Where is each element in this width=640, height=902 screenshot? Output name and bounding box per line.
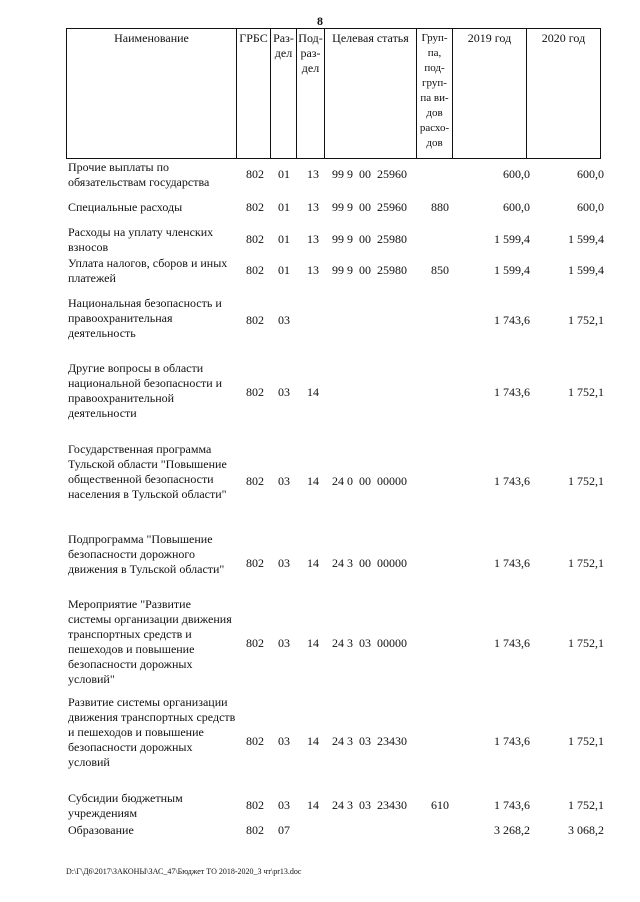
row-grbs: 802 — [246, 263, 264, 277]
row-value-2020: 600,0 — [577, 167, 604, 181]
header-name: Наименование — [67, 29, 237, 159]
row-expense-group: 610 — [431, 798, 449, 812]
row-value-2019: 1 743,6 — [494, 385, 530, 399]
row-razdel: 03 — [278, 474, 290, 488]
row-podrazdel: 14 — [307, 474, 319, 488]
header-podrazdel: Под- раз- дел — [297, 29, 325, 159]
header-target-article: Целевая статья — [325, 29, 417, 159]
row-razdel: 03 — [278, 798, 290, 812]
row-razdel: 03 — [278, 385, 290, 399]
row-target-article: 24 0 00 00000 — [332, 474, 407, 488]
row-value-2020: 600,0 — [577, 200, 604, 214]
row-name: Уплата налогов, сборов и иных платежей — [68, 256, 228, 285]
row-razdel: 07 — [278, 823, 290, 837]
row-name: Прочие выплаты по обязательствам государства — [68, 160, 210, 189]
row-value-2020: 1 752,1 — [568, 734, 604, 748]
row-grbs: 802 — [246, 232, 264, 246]
row-podrazdel: 13 — [307, 232, 319, 246]
row-target-article: 99 9 00 25960 — [332, 167, 407, 181]
row-name: Расходы на уплату членских взносов — [68, 225, 214, 254]
row-value-2019: 600,0 — [503, 167, 530, 181]
row-name: Подпрограмма "Повышение безопасности дорожного движения в Тульской области" — [68, 532, 225, 576]
row-value-2020: 1 752,1 — [568, 636, 604, 650]
row-podrazdel: 14 — [307, 385, 319, 399]
row-target-article: 24 3 03 23430 — [332, 798, 407, 812]
header-year-2019: 2019 год — [453, 29, 527, 159]
row-razdel: 03 — [278, 556, 290, 570]
row-name: Мероприятие "Развитие системы организации движения транспортных средств и пешеходов и повышение безопасности дорожных условий" — [68, 597, 232, 686]
row-value-2019: 3 268,2 — [494, 823, 530, 837]
row-name: Специальные расходы — [68, 200, 183, 214]
row-value-2019: 1 599,4 — [494, 263, 530, 277]
row-expense-group: 880 — [431, 200, 449, 214]
row-podrazdel: 13 — [307, 167, 319, 181]
row-target-article: 24 3 03 00000 — [332, 636, 407, 650]
table-header — [66, 28, 601, 159]
header-razdel: Раз- дел — [271, 29, 297, 159]
row-grbs: 802 — [246, 385, 264, 399]
row-name: Другие вопросы в области национальной безопасности и правоохранительной деятельности — [68, 361, 223, 420]
row-target-article: 99 9 00 25960 — [332, 200, 407, 214]
row-target-article: 99 9 00 25980 — [332, 232, 407, 246]
row-grbs: 802 — [246, 798, 264, 812]
row-value-2020: 1 599,4 — [568, 263, 604, 277]
row-name: Субсидии бюджетным учреждениям — [68, 791, 183, 820]
row-podrazdel: 14 — [307, 636, 319, 650]
row-grbs: 802 — [246, 313, 264, 327]
row-value-2020: 1 752,1 — [568, 556, 604, 570]
row-podrazdel: 14 — [307, 734, 319, 748]
row-podrazdel: 13 — [307, 263, 319, 277]
row-value-2019: 1 743,6 — [494, 556, 530, 570]
row-value-2019: 1 743,6 — [494, 313, 530, 327]
row-grbs: 802 — [246, 474, 264, 488]
row-grbs: 802 — [246, 167, 264, 181]
row-value-2020: 1 752,1 — [568, 798, 604, 812]
row-grbs: 802 — [246, 200, 264, 214]
row-razdel: 01 — [278, 232, 290, 246]
row-razdel: 03 — [278, 734, 290, 748]
row-grbs: 802 — [246, 734, 264, 748]
row-value-2020: 1 752,1 — [568, 313, 604, 327]
row-razdel: 01 — [278, 167, 290, 181]
row-podrazdel: 14 — [307, 556, 319, 570]
row-value-2019: 1 599,4 — [494, 232, 530, 246]
header-year-2020: 2020 год — [527, 29, 601, 159]
header-grbs: ГРБС — [237, 29, 271, 159]
row-razdel: 01 — [278, 263, 290, 277]
row-podrazdel: 13 — [307, 200, 319, 214]
row-value-2019: 1 743,6 — [494, 798, 530, 812]
row-value-2020: 1 752,1 — [568, 385, 604, 399]
row-grbs: 802 — [246, 636, 264, 650]
row-name: Развитие системы организации движения транспортных средств и пешеходов и повышение безопасности дорожных условий — [68, 695, 236, 769]
row-value-2020: 1 752,1 — [568, 474, 604, 488]
row-target-article: 24 3 00 00000 — [332, 556, 407, 570]
footer-file-path: D:\Г\Д6\2017\ЗАКОНЫ\ЗАС_47\Бюджет ТО 2018-2020_3 чт\pr13.doc — [66, 867, 302, 876]
row-expense-group: 850 — [431, 263, 449, 277]
row-razdel: 03 — [278, 636, 290, 650]
row-value-2019: 600,0 — [503, 200, 530, 214]
row-target-article: 99 9 00 25980 — [332, 263, 407, 277]
row-value-2019: 1 743,6 — [494, 474, 530, 488]
row-podrazdel: 14 — [307, 798, 319, 812]
row-grbs: 802 — [246, 823, 264, 837]
row-grbs: 802 — [246, 556, 264, 570]
row-target-article: 24 3 03 23430 — [332, 734, 407, 748]
row-name: Образование — [68, 823, 134, 837]
row-value-2019: 1 743,6 — [494, 734, 530, 748]
row-razdel: 03 — [278, 313, 290, 327]
page-number: 8 — [317, 14, 323, 28]
row-value-2020: 1 599,4 — [568, 232, 604, 246]
row-name: Государственная программа Тульской области "Повышение общественной безопасности населения в Тульской области" — [68, 442, 227, 501]
row-razdel: 01 — [278, 200, 290, 214]
row-name: Национальная безопасность и правоохранительная деятельность — [68, 296, 222, 340]
row-value-2020: 3 068,2 — [568, 823, 604, 837]
header-expense-group: Груп- па, под- груп- па ви- дов расхо- дов — [417, 29, 453, 159]
row-value-2019: 1 743,6 — [494, 636, 530, 650]
